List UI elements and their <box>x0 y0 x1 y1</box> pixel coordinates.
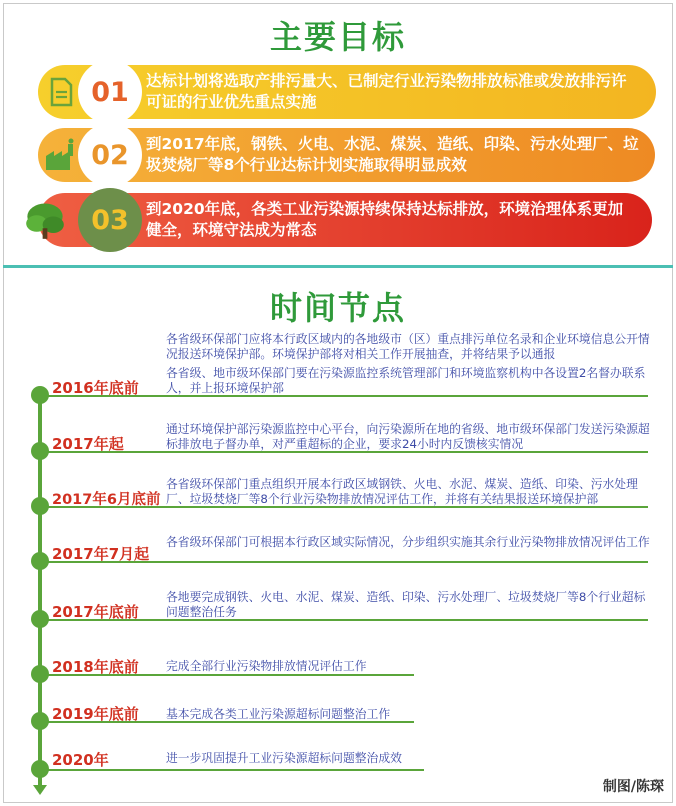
section-title-goals: 主要目标 <box>269 18 406 56</box>
goal-text: 到2017年底，钢铁、火电、水泥、煤炭、造纸、印染、污水处理厂、垃圾焚烧厂等8个行业达标计划实施取得明显成效 <box>146 135 639 174</box>
timeline-date: 2017年6月底前 <box>52 492 161 508</box>
goal-banner-2 <box>38 128 655 182</box>
timeline-rule <box>44 451 648 453</box>
timeline-text: 完成全部行业污染物排放情况评估工作 <box>166 659 367 673</box>
timeline-text: 各省级环保部门重点组织开展本行政区域钢铁、火电、水泥、煤炭、造纸、印染、污水处理厂、垃圾焚烧厂等8个行业污染物排放情况评估工作，并将有关结果报送环境保护部 <box>166 477 638 506</box>
timeline-text: 通过环境保护部污染源监控中心平台，向污染源所在地的省级、地市级环保部门发送污染源超标排放电子督办单，对严重超标的企业，要求24小时内反馈核实情况 <box>166 422 650 451</box>
timeline-intro: 各省级环保部门应将本行政区域内的各地级市（区）重点排污单位名录和企业环境信息公开情况报送环境保护部。环境保护部将对相关工作开展抽查，并将结果予以通报 <box>166 332 650 361</box>
timeline-date: 2017年底前 <box>52 603 139 621</box>
goal-text: 到2020年底，各类工业污染源持续保持达标排放，环境治理体系更加健全，环境守法成为常态 <box>146 200 624 239</box>
timeline-date: 2017年起 <box>52 435 124 453</box>
section-title-timeline: 时间节点 <box>269 289 406 327</box>
timeline-arrow-icon <box>33 785 47 795</box>
section-divider <box>3 265 673 268</box>
goal-number: 03 <box>78 188 142 252</box>
goal-banner-1 <box>38 65 656 119</box>
goal-number: 02 <box>78 123 142 187</box>
timeline-date: 2018年底前 <box>52 658 139 676</box>
goal-number: 01 <box>78 60 142 124</box>
timeline-date: 2017年7月起 <box>52 545 150 563</box>
document-icon <box>44 75 78 109</box>
timeline-date: 2020年 <box>52 751 109 769</box>
goal-banner-3 <box>38 193 652 247</box>
timeline-text: 基本完成各类工业污染源超标问题整治工作 <box>166 707 391 721</box>
goal-text: 达标计划将选取产排污量大、已制定行业污染物排放标准或发放排污许可证的行业优先重点实施 <box>146 72 627 111</box>
factory-icon <box>44 138 78 172</box>
image-credit: 制图/陈琛 <box>602 779 664 795</box>
timeline-text: 各地要完成钢铁、火电、水泥、煤炭、造纸、印染、污水处理厂、垃圾焚烧厂等8个行业超标问题整治任务 <box>166 590 646 619</box>
tree-icon <box>24 200 66 240</box>
timeline-text: 各省级、地市级环保部门要在污染源监控系统管理部门和环境监察机构中各设置2名督办联系人，并上报环境保护部 <box>166 366 646 395</box>
timeline-date: 2019年底前 <box>52 705 139 723</box>
timeline-text: 各省级环保部门可根据本行政区域实际情况，分步组织实施其余行业污染物排放情况评估工作 <box>166 535 650 549</box>
timeline-date: 2016年底前 <box>52 379 139 397</box>
timeline-text: 进一步巩固提升工业污染源超标问题整治成效 <box>166 751 402 765</box>
